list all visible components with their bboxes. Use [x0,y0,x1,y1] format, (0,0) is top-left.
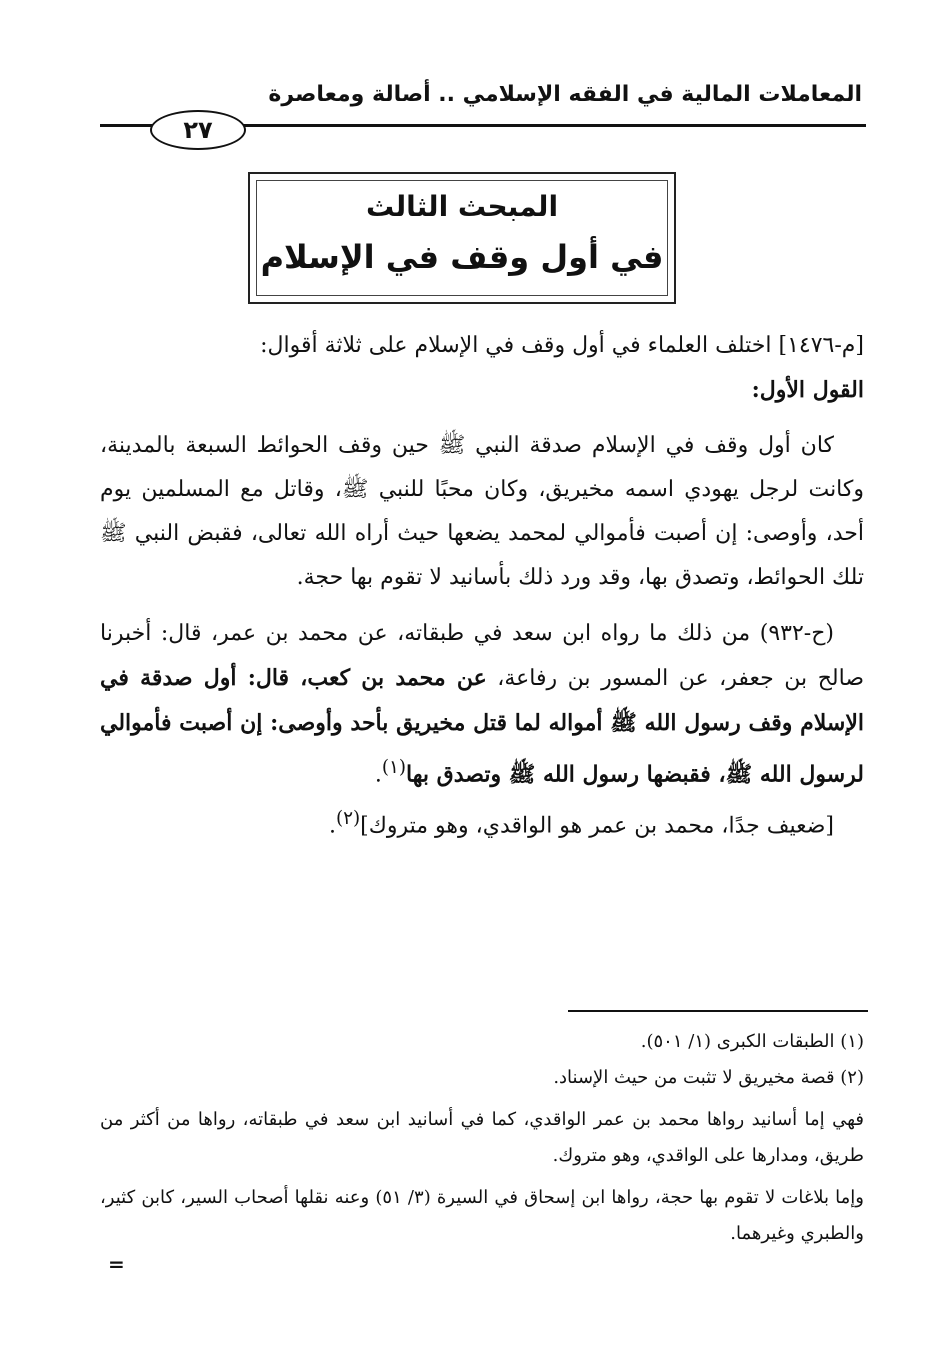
page-number: ٢٧ [150,110,246,150]
footnote-1: (١) الطبقات الكبرى (١/ ٥٠١). [640,1031,864,1052]
footnote-2: (٢) قصة مخيريق لا تثبت من حيث الإسناد. [553,1067,864,1088]
continuation-mark: = [108,1252,125,1276]
grading-paragraph: [ضعيف جدًا، محمد بن عمر هو الواقدي، وهو متروك]$^{(٢)}$. [328,808,834,839]
footnote-separator [568,1010,868,1012]
hadith-paragraph: (ح-٩٣٢) من ذلك ما رواه ابن سعد في طبقاته، عن محمد بن عمر، قال: أخبرنا صالح بن جعفر، عن المسور بن رفاعة، عن محمد بن كعب، قال: أول صدقة في الإسلام وقف رسول الله ﷺ أمواله لما قتل مخيريق بأحد وأوصى: إن أصبت فأموالي لرسول الله ﷺ، فقبضها رسول الله ﷺ وتصدق بها$^{(١)}$. [100,621,865,788]
footnote-2-paragraph-1: فهي إما أسانيد رواها محمد بن عمر الواقدي، كما في أسانيد ابن سعد في طبقاته، رواها من أكثر من طريق، ومدارها على الواقدي، وهو متروك. [100,1109,864,1166]
footnote-2-paragraph-2: وإما بلاغات لا تقوم بها حجة، رواها ابن إسحاق في السيرة (٣/ ٥١) وعنه نقلها أصحاب السير، كابن كثير، والطبري وغيرهما. [100,1187,864,1244]
section-title-line-1: المبحث الثالث [365,190,559,223]
main-text [100,324,864,849]
section-title-box [248,172,676,304]
section-title-line-2: في أول وقف في الإسلام [260,238,664,276]
running-header-title: المعاملات المالية في الفقه الإسلامي .. أصالة ومعاصرة [268,82,862,107]
grading-text: [ضعيف جدًا، محمد بن عمر هو الواقدي، وهو متروك] [360,813,834,839]
footnote-ref-1[interactable]: (١) [381,757,407,778]
first-opinion-heading: القول الأول: [751,377,864,403]
first-opinion-paragraph: كان أول وقف في الإسلام صدقة النبي ﷺ حين وقف الحوائط السبعة بالمدينة، وكانت لرجل يهودي اسمه مخيريق، وكان محبًا للنبي ﷺ، وقاتل مع المسلمين يوم أحد، وأوصى: إن أصبت فأموالي لمحمد يضعها حيث أراه الله تعالى، فقبض النبي ﷺ تلك الحوائط، وتصدق بها، وقد ورد ذلك بأسانيد لا تقوم بها حجة. [100,433,864,590]
hadith-narration: عن محمد بن كعب، قال: أول صدقة في الإسلام وقف رسول الله ﷺ أمواله لما قتل مخيريق بأحد وأوصى: إن أصبت فأموالي لرسول الله ﷺ، فقبضها رسول الله ﷺ وتصدق بها [100,665,864,788]
footnote-ref-2[interactable]: (٢) [335,808,361,830]
hadith-chain: (ح-٩٣٢) من ذلك ما رواه ابن سعد في طبقاته، عن محمد بن عمر، قال: أخبرنا صالح بن جعفر، عن المسور بن رفاعة، [100,621,865,691]
footnotes [100,1024,864,1252]
intro-paragraph: [م-١٤٧٦] اختلف العلماء في أول وقف في الإسلام على ثلاثة أقوال: [260,333,864,358]
